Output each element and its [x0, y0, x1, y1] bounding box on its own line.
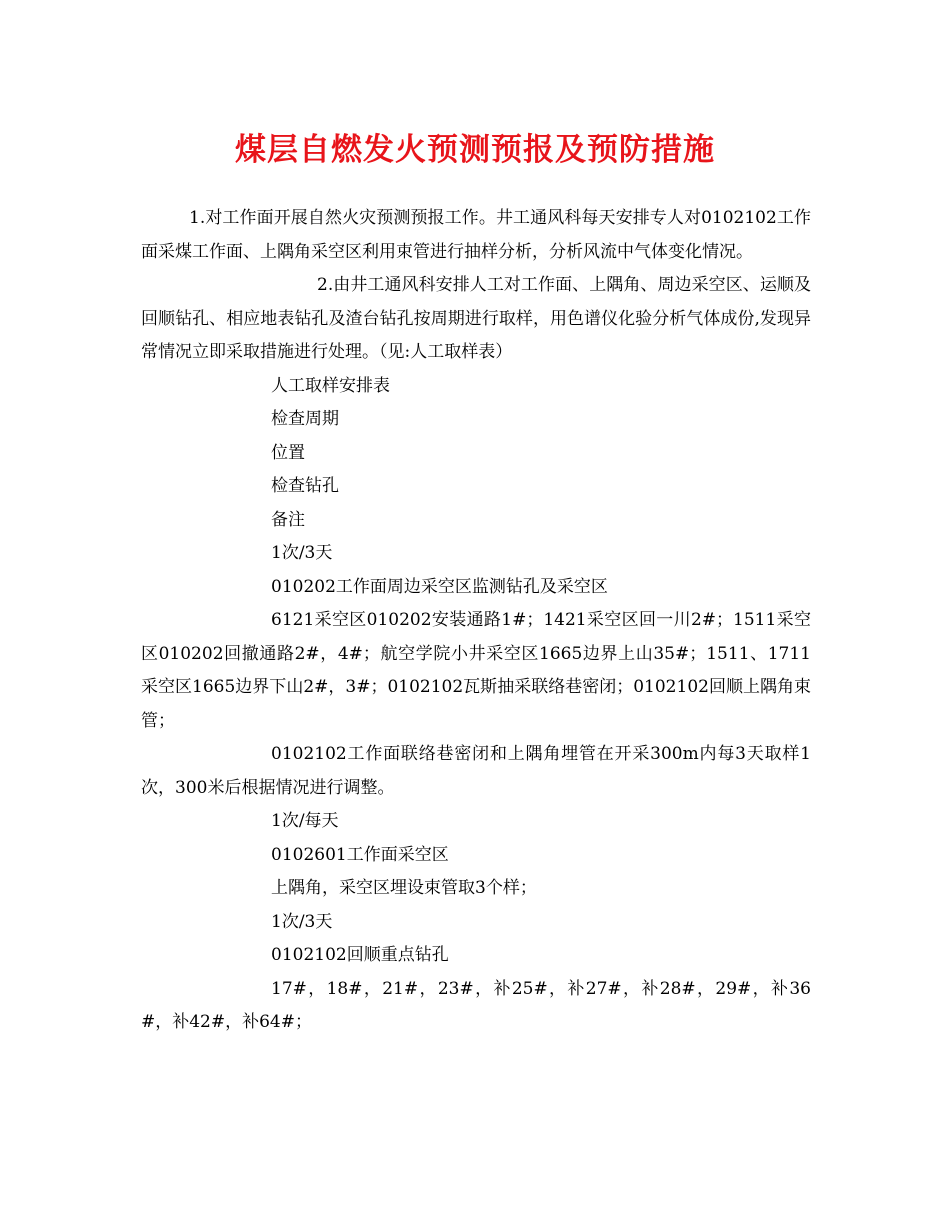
table-header-boreholes: 检查钻孔	[271, 476, 339, 496]
table-header-remarks: 备注	[271, 509, 305, 530]
row3-period: 1次/3天	[271, 911, 333, 932]
row1-remarks: 0102102工作面联络巷密闭和上隅角埋管在开采300m内每3天取样1次，300米后根据情况进行调整。	[141, 744, 811, 798]
row1-boreholes: 6121采空区010202安装通路1#；1421采空区回一川2#；1511采空区010202回撤通路2#，4#；航空学院小井采空区1665边界上山35#；1511、1711采空区1665边界下山2#，3#；0102102瓦斯抽采联络巷密闭；0102102回顺上隅角束管；	[141, 610, 811, 731]
row3-boreholes: 17#，18#，21#，23#，补25#，补27#，补28#，29#，补36#，补42#，补64#；	[141, 978, 811, 1032]
row2-boreholes: 上隅角，采空区埋设束管取3个样；	[271, 878, 537, 898]
row2-period: 1次/每天	[271, 811, 339, 831]
paragraph-1: 1.对工作面开展自然火灾预测预报工作。井工通风科每天安排专人对0102102工作面采煤工作面、上隅角采空区利用束管进行抽样分析，分析风流中气体变化情况。	[141, 208, 811, 262]
paragraph-2: 2.由井工通风科安排人工对工作面、上隅角、周边采空区、运顺及回顺钻孔、相应地表钻孔及渣台钻孔按周期进行取样，用色谱仪化验分析气体成份,发现异常情况立即采取措施进行处理。（见:人工取样表）	[141, 275, 811, 362]
row1-period: 1次/3天	[271, 543, 333, 563]
table-caption: 人工取样安排表	[271, 375, 390, 396]
table-header-location: 位置	[271, 442, 305, 463]
document-title: 煤层自燃发火预测预报及预防措施	[235, 132, 715, 168]
document-body	[141, 202, 811, 1040]
row3-location: 0102102回顺重点钻孔	[271, 945, 449, 965]
row2-location: 0102601工作面采空区	[271, 844, 449, 865]
row1-location: 010202工作面周边采空区监测钻孔及采空区	[271, 576, 608, 597]
table-header-period: 检查周期	[271, 409, 339, 429]
